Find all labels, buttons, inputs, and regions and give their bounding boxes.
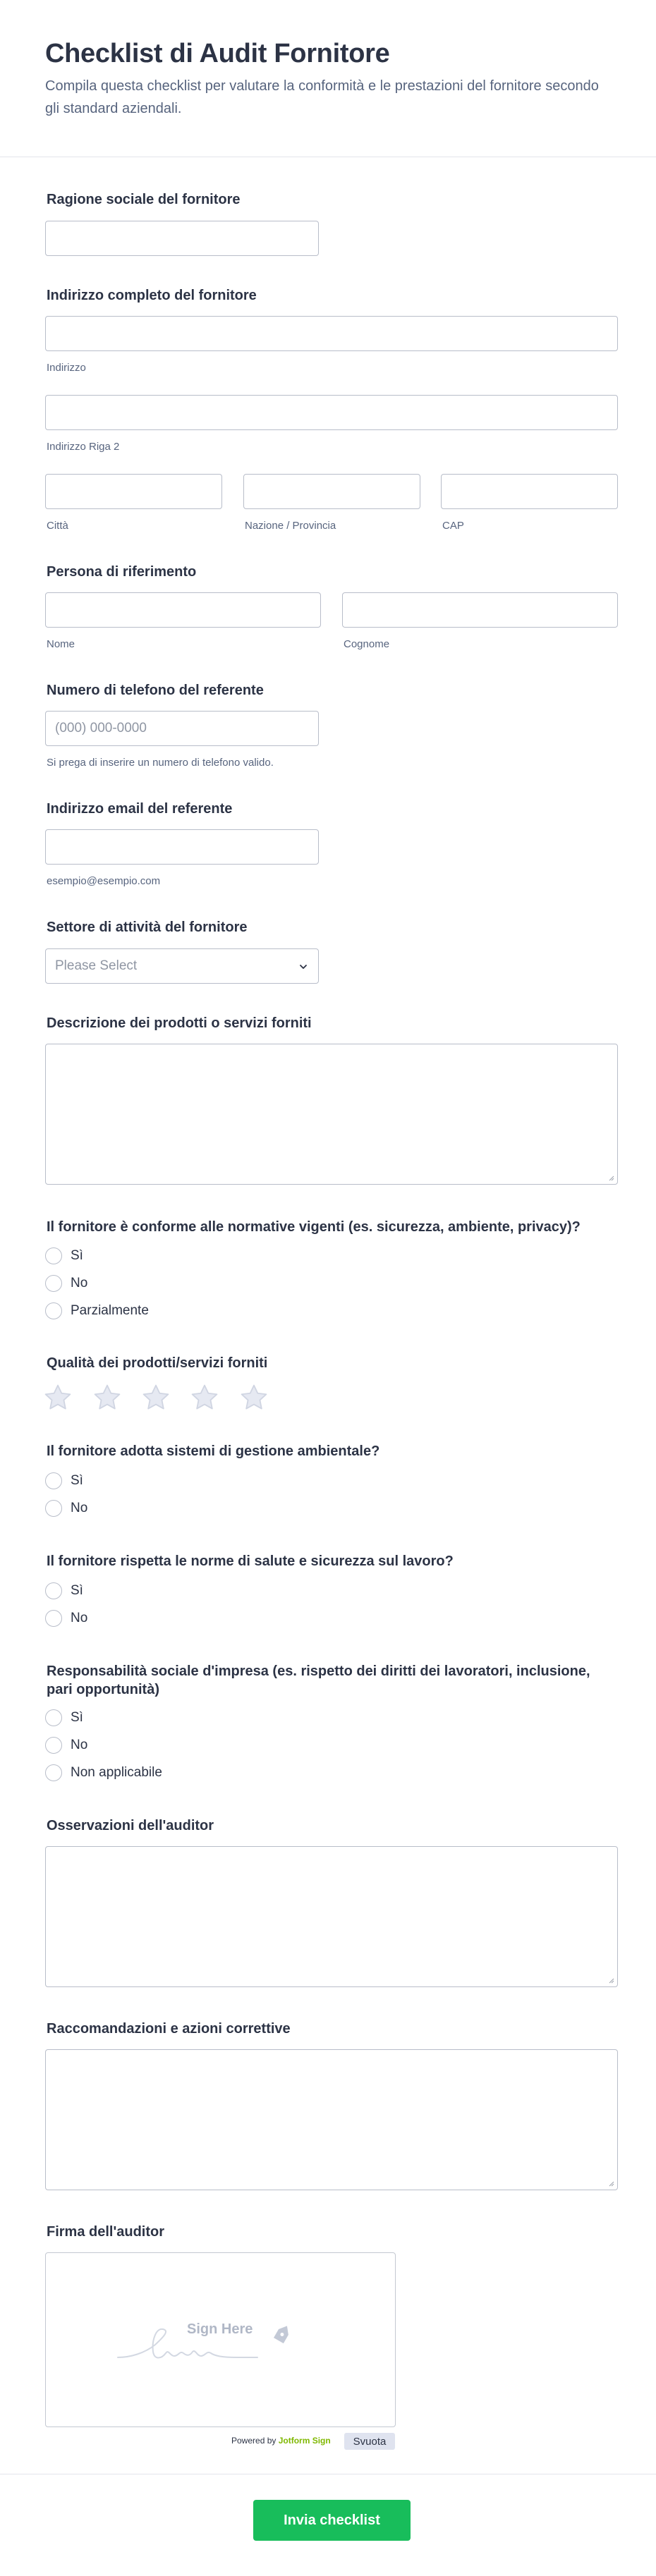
description-textarea[interactable] [45,1044,618,1185]
radio-label: No [71,1501,88,1515]
page-title: Checklist di Audit Fornitore [45,39,390,68]
city-input[interactable] [45,474,222,509]
observations-textarea[interactable] [45,1846,618,1987]
submit-button[interactable]: Invia checklist [253,2500,411,2541]
city-sublabel: Città [47,520,68,532]
last-name-sublabel: Cognome [344,638,390,650]
radio-label: Sì [71,1473,83,1488]
radio-circle[interactable] [45,1302,62,1319]
star-icon[interactable] [238,1382,269,1413]
form-header [0,0,656,157]
resize-handle-icon[interactable] [607,1977,614,1984]
star-icon[interactable] [42,1382,73,1413]
company-name-label: Ragione sociale del fornitore [47,192,241,207]
clear-signature-button[interactable]: Svuota [344,2433,395,2450]
phone-placeholder: (000) 000-0000 [55,721,147,735]
address-line2-sublabel: Indirizzo Riga 2 [47,441,120,453]
observations-label: Osservazioni dell'auditor [47,1818,214,1833]
safety-option-si[interactable] [45,1582,83,1600]
sign-here-text: Sign Here [187,2321,253,2337]
radio-label: No [71,1611,88,1625]
compliance-label: Il fornitore è conforme alle normative vigenti (es. sicurezza, ambiente, privacy)? [47,1219,581,1235]
phone-input[interactable] [45,711,319,746]
chevron-down-icon [298,962,308,972]
radio-circle[interactable] [45,1500,62,1517]
phone-sublabel: Si prega di inserire un numero di telefono valido. [47,757,274,769]
compliance-option-parzialmente[interactable] [45,1302,149,1320]
powered-by-label: Powered by [231,2436,277,2446]
contact-label: Persona di riferimento [47,564,197,580]
company-name-input[interactable] [45,221,319,256]
compliance-option-no[interactable] [45,1274,87,1293]
cap-sublabel: CAP [442,520,464,532]
sector-selected-value: Please Select [55,958,138,973]
email-input[interactable] [45,829,319,865]
quality-label: Qualità dei prodotti/servizi forniti [47,1355,268,1371]
environment-label: Il fornitore adotta sistemi di gestione ambientale? [47,1443,380,1459]
radio-circle[interactable] [45,1472,62,1489]
star-icon[interactable] [189,1382,220,1413]
address-line1-input[interactable] [45,316,618,351]
first-name-sublabel: Nome [47,638,75,650]
csr-label: Responsabilità sociale d'impresa (es. rispetto dei diritti dei lavoratori, inclusione, pari opportunità) [47,1664,590,1697]
sector-label: Settore di attività del fornitore [47,920,248,935]
province-input[interactable] [243,474,420,509]
radio-label: No [71,1738,88,1752]
address-line2-input[interactable] [45,395,618,430]
radio-circle[interactable] [45,1610,62,1627]
radio-circle[interactable] [45,1737,62,1754]
resize-handle-icon[interactable] [607,1174,614,1181]
radio-circle[interactable] [45,1764,62,1781]
email-sublabel: esempio@esempio.com [47,875,161,887]
radio-label: Sì [71,1248,83,1263]
phone-label: Numero di telefono del referente [47,683,264,698]
safety-label: Il fornitore rispetta le norme di salute e sicurezza sul lavoro? [47,1553,454,1569]
email-label: Indirizzo email del referente [47,801,233,817]
resize-handle-icon[interactable] [607,2180,614,2187]
radio-label: Sì [71,1710,83,1725]
radio-label: Sì [71,1583,83,1598]
first-name-input[interactable] [45,592,321,628]
environment-option-si[interactable] [45,1472,83,1490]
sector-select[interactable] [45,948,319,984]
star-icon[interactable] [140,1382,171,1413]
page-subtitle: Compila questa checklist per valutare la conformità e le prestazioni del fornitore secondo gli standard aziendali. [45,78,599,116]
radio-circle[interactable] [45,1247,62,1264]
cap-input[interactable] [441,474,618,509]
address-label: Indirizzo completo del fornitore [47,288,257,303]
radio-circle[interactable] [45,1709,62,1726]
radio-circle[interactable] [45,1275,62,1292]
province-sublabel: Nazione / Provincia [245,520,336,532]
radio-circle[interactable] [45,1582,62,1599]
jotform-sign-brand[interactable]: Jotform Sign [278,2436,331,2446]
radio-label: Parzialmente [71,1303,149,1318]
radio-label: No [71,1276,88,1290]
radio-label: Non applicabile [71,1765,162,1780]
csr-option-si[interactable] [45,1709,83,1727]
signature-pad[interactable] [45,2252,396,2427]
recommendations-label: Raccomandazioni e azioni correttive [47,2021,291,2037]
environment-option-no[interactable] [45,1499,87,1518]
recommendations-textarea[interactable] [45,2049,618,2190]
last-name-input[interactable] [342,592,618,628]
csr-option-non-applicabile[interactable] [45,1764,162,1782]
csr-option-no[interactable] [45,1736,87,1754]
compliance-option-si[interactable] [45,1247,83,1265]
signature-label: Firma dell'auditor [47,2224,165,2240]
address-line1-sublabel: Indirizzo [47,362,86,374]
description-label: Descrizione dei prodotti o servizi forniti [47,1015,312,1031]
powered-by-text [231,2436,331,2446]
safety-option-no[interactable] [45,1609,87,1628]
star-icon[interactable] [92,1382,123,1413]
